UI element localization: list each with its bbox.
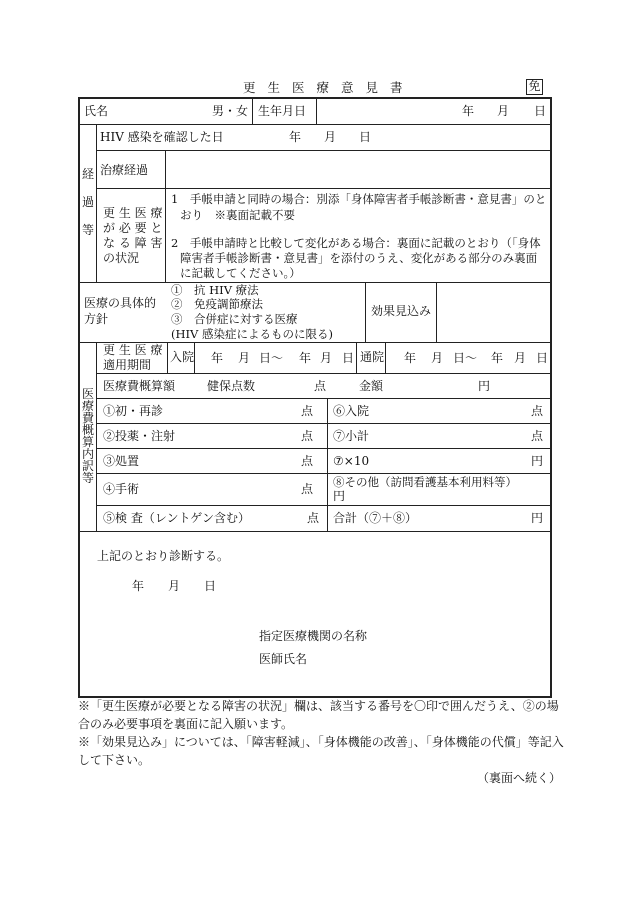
range-month: 月 — [514, 351, 527, 365]
range-month: 月 — [238, 351, 251, 365]
hiv-year: 年 — [289, 130, 302, 144]
item-unit: 点 — [301, 482, 314, 496]
date-year: 年 — [132, 579, 145, 593]
side-char: 等 — [81, 223, 94, 237]
label-line: の状況 — [103, 251, 140, 265]
item-label: ①初・再診 — [103, 404, 164, 418]
policy-option-3-note: (HIV 感染症によるものに限る) — [171, 327, 334, 341]
item-label: ⑦×10 — [333, 454, 370, 468]
sex-options: 男・女 — [212, 104, 249, 118]
range-day-from: 日～ — [259, 351, 284, 365]
item-unit: 円 — [531, 511, 544, 525]
points-label: 健保点数 — [207, 379, 256, 393]
policy-option-3[interactable]: ③ 合併症に対する医療 — [171, 312, 298, 326]
date-day: 日 — [204, 579, 217, 593]
side-char: 等 — [81, 471, 94, 485]
points-unit: 点 — [314, 379, 327, 393]
continued-note: （裏面へ続く） — [477, 771, 562, 785]
option-text: おり ※裏面記載不要 — [180, 208, 295, 222]
item-unit: 点 — [307, 511, 320, 525]
date-month: 月 — [168, 579, 181, 593]
item-label: 合計（⑦＋⑧） — [333, 511, 418, 525]
item-unit: 点 — [301, 429, 314, 443]
item-label: ⑥入院 — [333, 404, 370, 418]
side-char: 過 — [81, 195, 94, 209]
item-unit: 円 — [531, 454, 544, 468]
range-year: 年 — [491, 351, 504, 365]
item-unit: 円 — [333, 489, 346, 503]
option-text: 障害者手帳診断書・意見書」を添付のうえ、変化がある部分のみ裏面 — [180, 251, 538, 265]
note-line: 合のみ必要事項を裏面に記入願います。 — [78, 717, 294, 731]
hiv-month: 月 — [324, 130, 337, 144]
name-label: 氏名 — [84, 104, 109, 118]
note-line: ※「更生医療が必要となる障害の状況」欄は、該当する番号を〇印で囲んだうえ、②の場 — [78, 699, 559, 713]
note-line: して下さい。 — [78, 753, 151, 767]
range-day: 日 — [342, 351, 355, 365]
item-unit: 点 — [531, 429, 544, 443]
exemption-badge: 免 — [526, 79, 543, 95]
side-char: 算 — [81, 435, 94, 449]
label-line: な る 障 害 — [103, 236, 163, 250]
policy-option-2[interactable]: ② 免疫調節療法 — [171, 297, 263, 311]
amount-unit: 円 — [478, 379, 491, 393]
label-line: が 必 要 と — [103, 221, 163, 235]
side-char: 療 — [81, 399, 94, 413]
label-line: 方針 — [84, 312, 109, 326]
doctor-name-label: 医師氏名 — [259, 652, 308, 666]
amount-label: 金額 — [359, 379, 384, 393]
side-char: 訳 — [81, 459, 94, 473]
item-label: ⑦小計 — [333, 429, 370, 443]
item-unit: 点 — [301, 454, 314, 468]
item-label: ②投薬・注射 — [103, 429, 176, 443]
treatment-history-label: 治療経過 — [100, 163, 149, 177]
option-text: 2 手帳申請時と比較して変化がある場合：裏面に記載のとおり（「身体 — [171, 236, 541, 250]
range-year: 年 — [404, 351, 417, 365]
item-label: ⑤検 査（レントゲン含む） — [103, 511, 251, 525]
side-char: 費 — [81, 411, 94, 425]
label-line: 医療の具体的 — [84, 296, 157, 310]
side-char: 概 — [81, 423, 94, 437]
hiv-day: 日 — [359, 130, 372, 144]
side-char: 内 — [81, 447, 94, 461]
inpatient-label: 入院 — [170, 350, 195, 364]
item-label: ⑧その他（訪問看護基本利用料等） — [333, 475, 517, 489]
policy-option-1[interactable]: ① 抗 HIV 療法 — [171, 283, 259, 297]
effect-label: 効果見込み — [371, 304, 432, 318]
label-line: 更 生 医 療 — [103, 343, 163, 357]
dob-year: 年 — [462, 104, 475, 118]
option-text: に記載してください。） — [180, 266, 301, 280]
dob-label: 生年月日 — [258, 104, 307, 118]
side-char: 経 — [81, 167, 94, 181]
range-year: 年 — [211, 351, 224, 365]
side-char: 医 — [81, 387, 94, 401]
dob-month: 月 — [497, 104, 510, 118]
range-day-from: 日～ — [453, 351, 478, 365]
dob-day: 日 — [534, 104, 547, 118]
outpatient-label: 通院 — [360, 350, 385, 364]
item-unit: 点 — [301, 404, 314, 418]
label-line: 適用期間 — [103, 358, 152, 372]
note-line: ※「効果見込み」については、「障害軽減」、「身体機能の改善」、「身体機能の代償」等記入 — [78, 735, 564, 749]
range-month: 月 — [320, 351, 333, 365]
option-text: 1 手帳申請と同時の場合：別添「身体障害者手帳診断書・意見書」のと — [171, 192, 547, 206]
hiv-confirm-label: HIV 感染を確認した日 — [100, 130, 224, 144]
range-year: 年 — [299, 351, 312, 365]
label-line: 更 生 医 療 — [103, 206, 163, 220]
item-unit: 点 — [531, 404, 544, 418]
total-cost-label: 医療費概算額 — [103, 379, 176, 393]
item-label: ④手術 — [103, 482, 140, 496]
range-month: 月 — [431, 351, 444, 365]
page-title: 更生医療意見書 — [243, 80, 415, 95]
item-label: ③処置 — [103, 454, 140, 468]
institution-label: 指定医療機関の名称 — [259, 629, 368, 643]
diagnosis-statement: 上記のとおり診断する。 — [97, 549, 230, 563]
range-day: 日 — [536, 351, 549, 365]
